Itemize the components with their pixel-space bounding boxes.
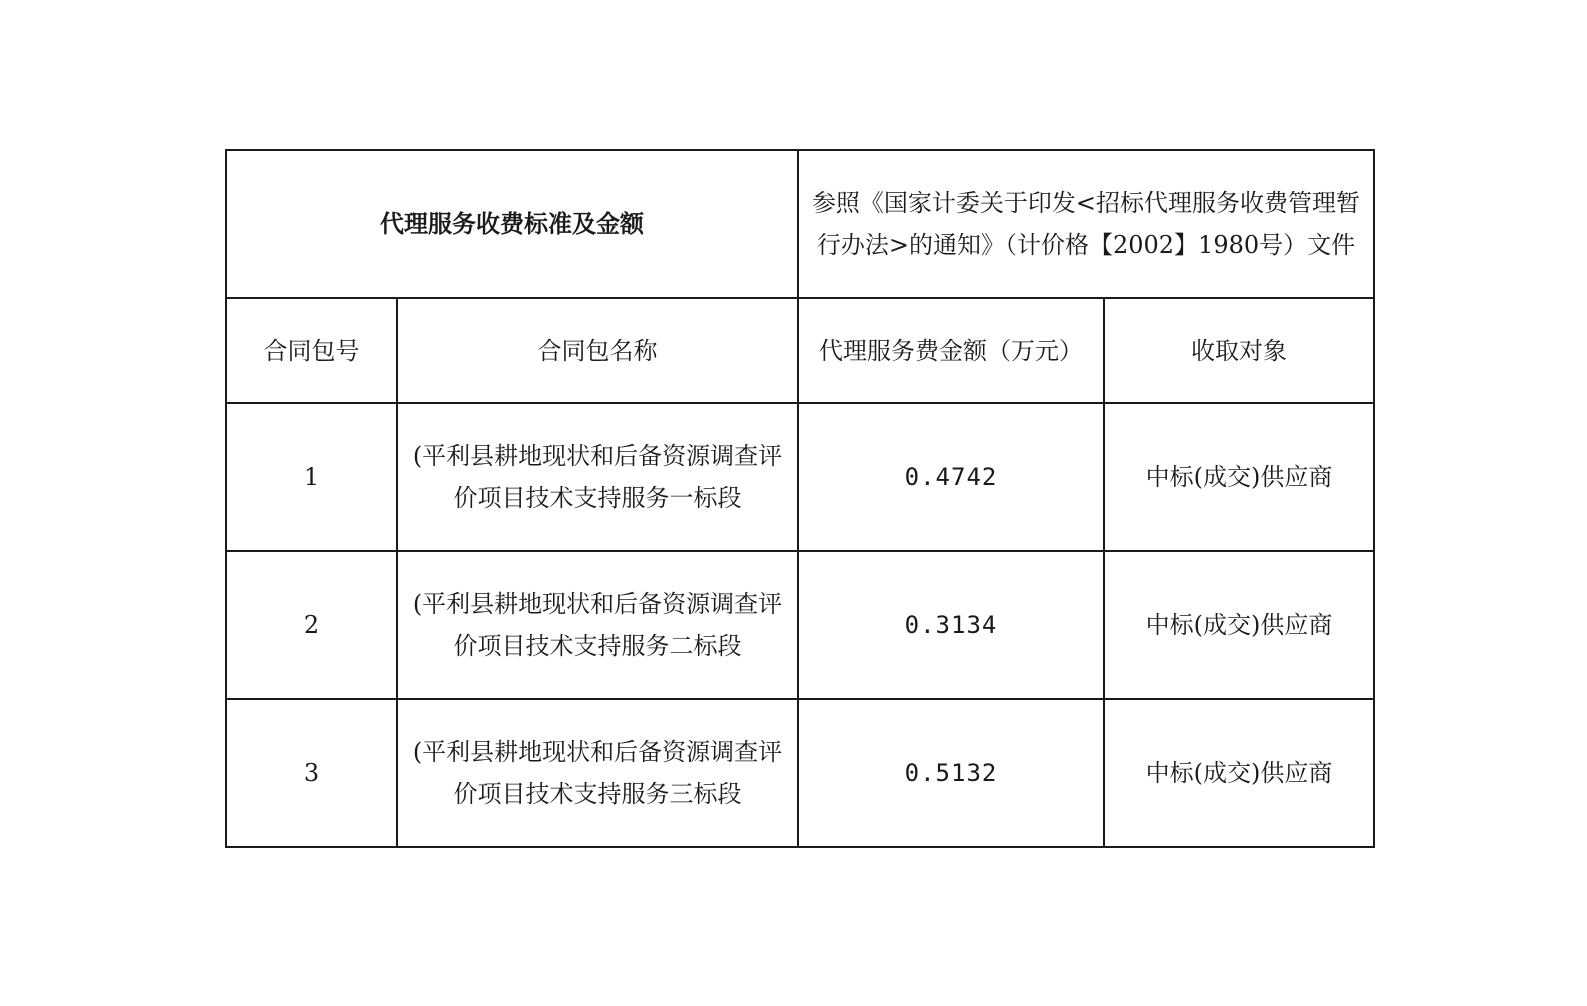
package-no: 1 (226, 403, 397, 551)
column-header-payer: 收取对象 (1104, 298, 1374, 403)
table-row (226, 699, 1374, 847)
table-row (226, 551, 1374, 699)
payer: 中标(成交)供应商 (1104, 551, 1374, 699)
column-header-row (226, 298, 1374, 403)
fee-standard-row (226, 150, 1374, 298)
package-no: 3 (226, 699, 397, 847)
package-name: (平利县耕地现状和后备资源调查评价项目技术支持服务三标段 (397, 699, 798, 847)
package-name: (平利县耕地现状和后备资源调查评价项目技术支持服务一标段 (397, 403, 798, 551)
package-name: (平利县耕地现状和后备资源调查评价项目技术支持服务二标段 (397, 551, 798, 699)
payer: 中标(成交)供应商 (1104, 403, 1374, 551)
fee-standard-label: 代理服务收费标准及金额 (226, 150, 798, 298)
fee-amount: 0.5132 (798, 699, 1104, 847)
agency-fee-table (225, 149, 1375, 848)
payer: 中标(成交)供应商 (1104, 699, 1374, 847)
column-header-package-name: 合同包名称 (397, 298, 798, 403)
package-no: 2 (226, 551, 397, 699)
column-header-package-no: 合同包号 (226, 298, 397, 403)
fee-amount: 0.3134 (798, 551, 1104, 699)
fee-amount: 0.4742 (798, 403, 1104, 551)
fee-standard-basis: 参照《国家计委关于印发<招标代理服务收费管理暂行办法>的通知》（计价格【2002】1980号）文件 (798, 150, 1374, 298)
table-row (226, 403, 1374, 551)
column-header-fee-amount: 代理服务费金额（万元） (798, 298, 1104, 403)
